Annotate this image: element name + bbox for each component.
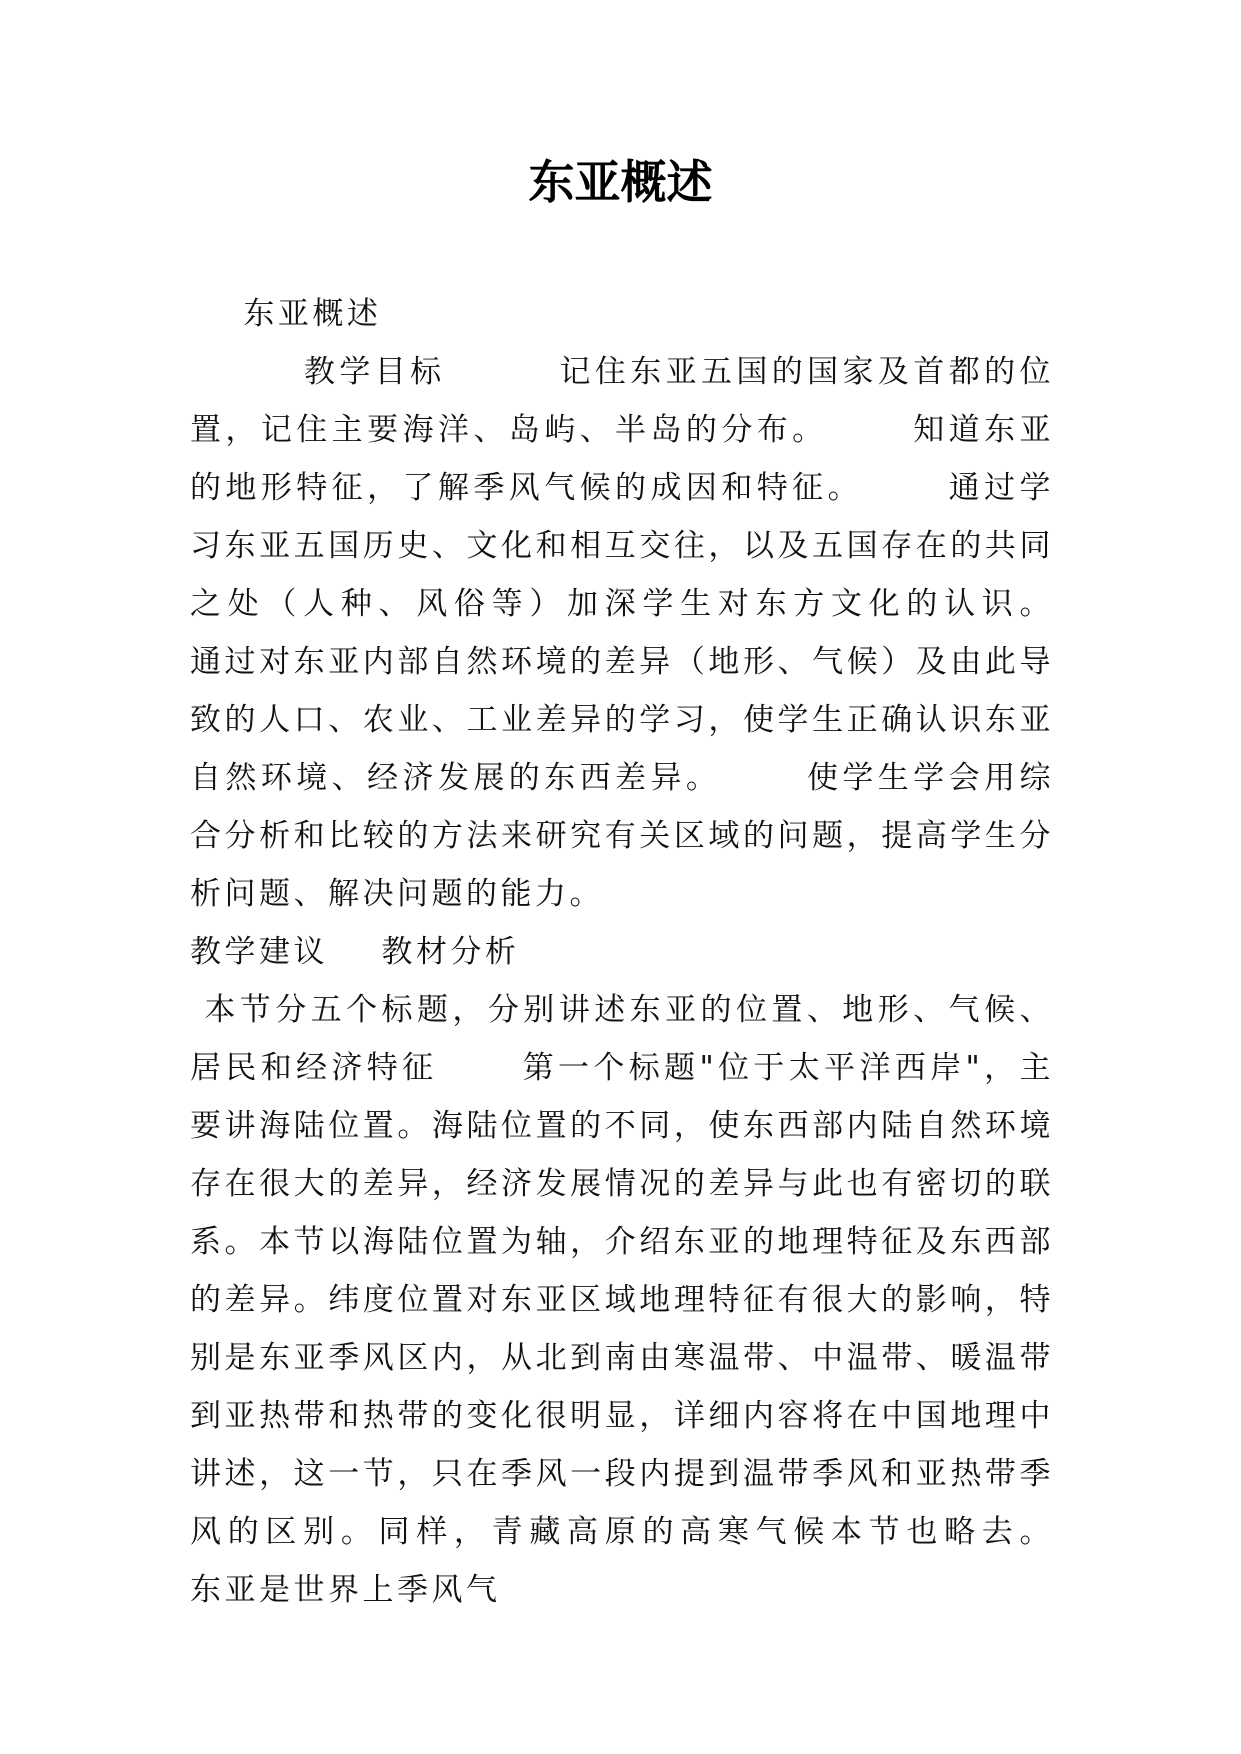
document-body [190, 285, 1135, 1619]
paragraph-textbook-analysis: 本节分五个标题，分别讲述东亚的位置、地形、气候、居民和经济特征 第一个标题"位于太平洋西岸"，主要讲海陆位置。海陆位置的不同，使东西部内陆自然环境存在很大的差异，经济发展情况的差异与此也有密切的联系。本节以海陆位置为轴，介绍东亚的地理特征及东西部的差异。纬度位置对东亚区域地理特征有很大的影响，特别是东亚季风区内，从北到南由寒温带、中温带、暖温带到亚热带和热带的变化很明显，详细内容将在中国地理中讲述，这一节，只在季风一段内提到温带季风和亚热带季风的区别。同样，青藏高原的高寒气候本节也略去。 东亚是世界上季风气 [190, 992, 1135, 1608]
paragraph-subtitle: 东亚概述 [190, 296, 382, 332]
document-title: 东亚概述 [528, 155, 713, 209]
paragraph-teaching-goals: 教学目标 记住东亚五国的国家及首都的位置，记住主要海洋、岛屿、半岛的分布。 知道东亚的地形特征，了解季风气候的成因和特征。 通过学习东亚五国历史、文化和相互交往，以及五国存在的共同之处（人种、风俗等）加深学生对东方文化的认识。 通过对东亚内部自然环境的差异（地形、气候）及由此导致的人口、农业、工业差异的学习，使学生正确认识东亚自然环境、经济发展的东西差异。 使学生学会用综合分析和比较的方法来研究有关区域的问题，提高学生分析问题、解决问题的能力。 [190, 354, 1135, 912]
paragraph-teaching-suggestions: 教学建议 教材分析 [190, 934, 520, 970]
